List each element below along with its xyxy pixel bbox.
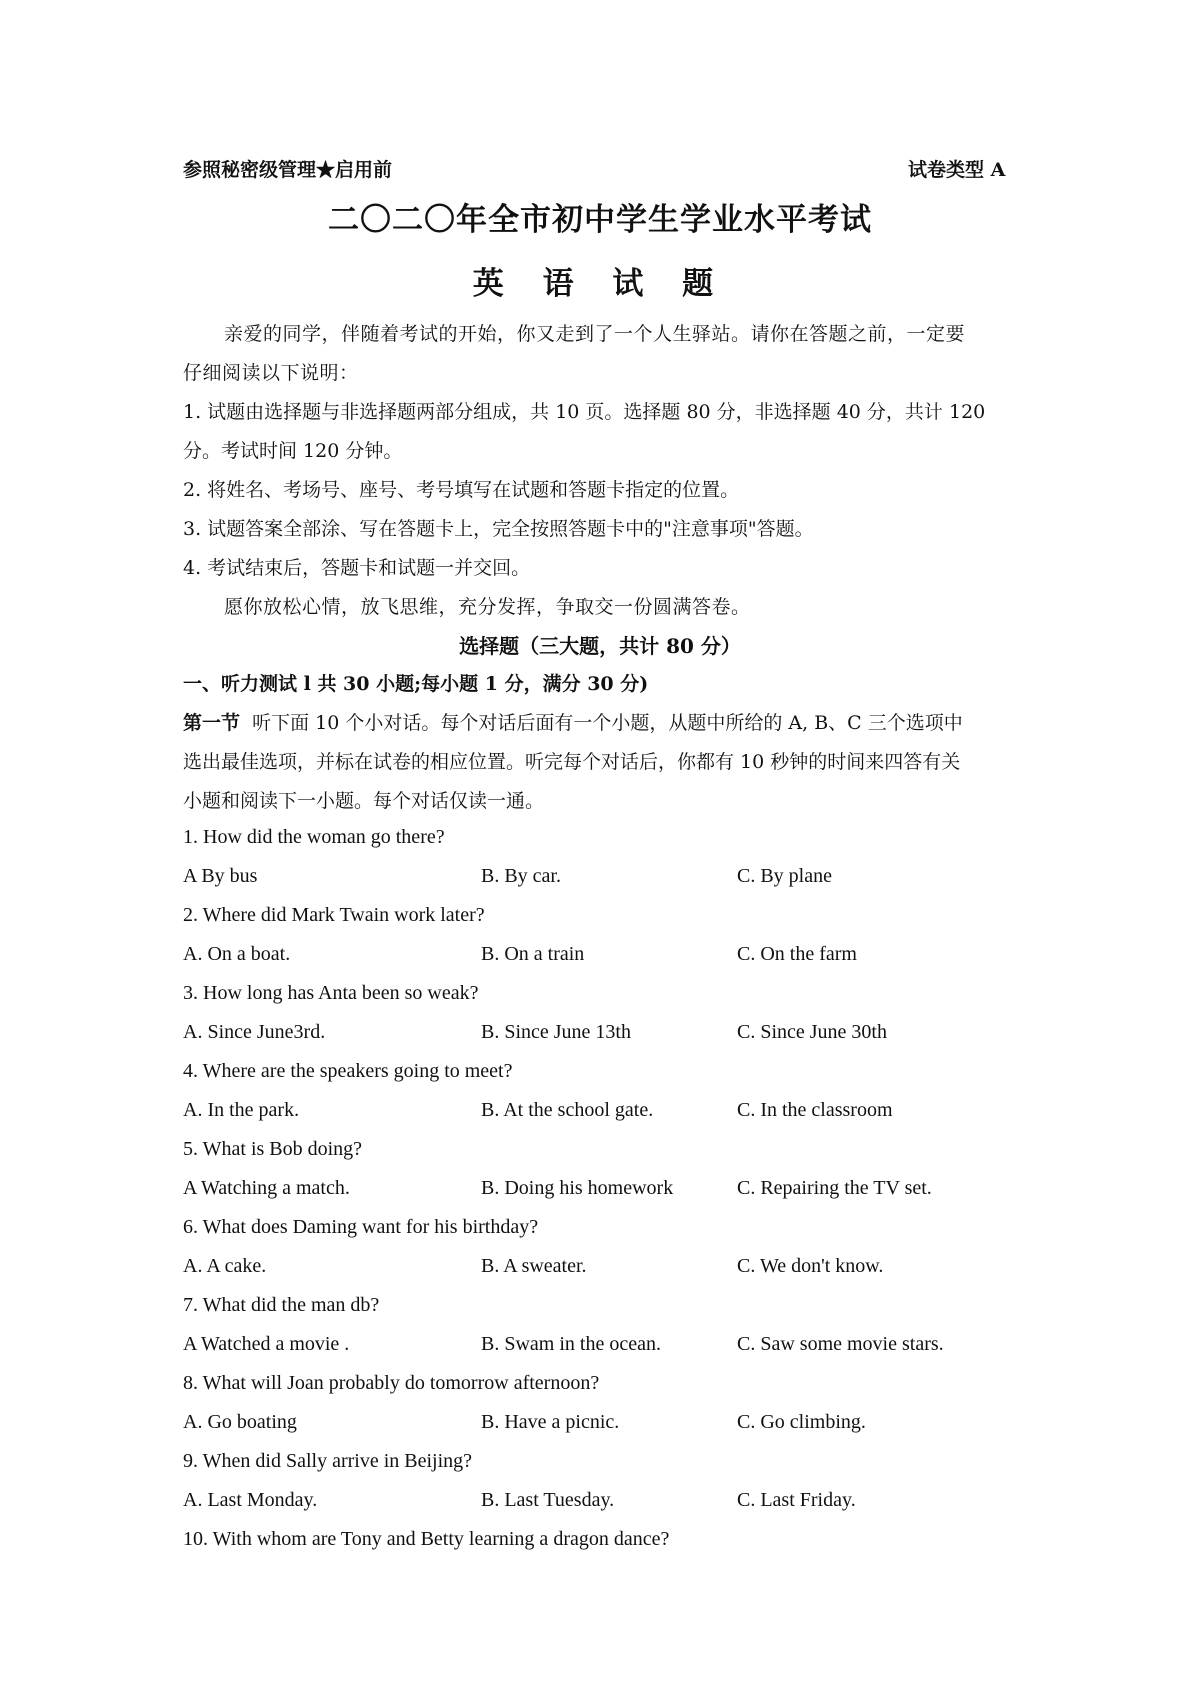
question-4-option-a: A. In the park. bbox=[183, 1099, 300, 1121]
question-2-option-b: B. On a train bbox=[481, 943, 585, 965]
question-7: 7. What did the man db? bbox=[183, 1294, 380, 1316]
rule-4: 4. 考试结束后，答题卡和试题一并交回。 bbox=[183, 557, 531, 579]
subject-title: 英 语 试 题 bbox=[472, 266, 728, 302]
rule-1-line-2: 分。考试时间 120 分钟。 bbox=[183, 440, 403, 462]
closing-wish: 愿你放松心情，放飞思维，充分发挥，争取交一份圆满答卷。 bbox=[224, 596, 751, 618]
question-4-option-b: B. At the school gate. bbox=[481, 1099, 654, 1121]
question-8-option-a: A. Go boating bbox=[183, 1411, 297, 1433]
part-1-instructions-line-2: 选出最佳选项，并标在试卷的相应位置。听完每个对话后，你都有 10 秒钟的时间来四答有关 bbox=[183, 751, 961, 773]
question-2: 2. Where did Mark Twain work later? bbox=[183, 904, 485, 926]
question-6: 6. What does Daming want for his birthday? bbox=[183, 1216, 539, 1238]
question-9-option-b: B. Last Tuesday. bbox=[481, 1489, 615, 1511]
part-1-title: 一、听力测试 l 共 30 小题;每小题 1 分，满分 30 分) bbox=[183, 673, 649, 695]
question-8: 8. What will Joan probably do tomorrow afternoon? bbox=[183, 1372, 600, 1394]
question-1-option-b: B. By car. bbox=[481, 865, 561, 887]
paper-type: 试卷类型 A bbox=[908, 159, 1006, 181]
exam-title: 二〇二〇年全市初中学生学业水平考试 bbox=[328, 202, 872, 238]
rule-3: 3. 试题答案全部涂、写在答题卡上，完全按照答题卡中的"注意事项"答题。 bbox=[183, 518, 814, 540]
question-5: 5. What is Bob doing? bbox=[183, 1138, 363, 1160]
question-8-option-c: C. Go climbing. bbox=[737, 1411, 866, 1433]
part-1-instructions-line-1 bbox=[183, 708, 963, 735]
question-8-option-b: B. Have a picnic. bbox=[481, 1411, 620, 1433]
intro-line-1: 亲爱的同学，伴随着考试的开始，你又走到了一个人生驿站。请你在答题之前，一定要 bbox=[224, 323, 966, 345]
question-7-option-a: A Watched a movie . bbox=[183, 1333, 350, 1355]
question-3: 3. How long has Anta been so weak? bbox=[183, 982, 479, 1004]
question-6-option-a: A. A cake. bbox=[183, 1255, 267, 1277]
question-3-option-b: B. Since June 13th bbox=[481, 1021, 631, 1043]
question-1: 1. How did the woman go there? bbox=[183, 826, 445, 848]
question-2-option-c: C. On the farm bbox=[737, 943, 857, 965]
question-4: 4. Where are the speakers going to meet? bbox=[183, 1060, 513, 1082]
question-6-option-b: B. A sweater. bbox=[481, 1255, 587, 1277]
instruction-text: 听下面 10 个小对话。每个对话后面有一个小题，从题中所给的 A, B、C 三个选项中 bbox=[252, 712, 963, 734]
question-7-option-c: C. Saw some movie stars. bbox=[737, 1333, 944, 1355]
question-6-option-c: C. We don't know. bbox=[737, 1255, 884, 1277]
question-5-option-c: C. Repairing the TV set. bbox=[737, 1177, 932, 1199]
section-label: 第一节 bbox=[183, 712, 241, 734]
question-3-option-a: A. Since June3rd. bbox=[183, 1021, 326, 1043]
question-9: 9. When did Sally arrive in Beijing? bbox=[183, 1450, 473, 1472]
question-1-option-c: C. By plane bbox=[737, 865, 832, 887]
intro-line-2: 仔细阅读以下说明： bbox=[183, 362, 359, 384]
section-title: 选择题（三大题，共计 80 分） bbox=[459, 634, 741, 658]
question-5-option-a: A Watching a match. bbox=[183, 1177, 350, 1199]
question-4-option-c: C. In the classroom bbox=[737, 1099, 893, 1121]
question-2-option-a: A. On a boat. bbox=[183, 943, 291, 965]
question-3-option-c: C. Since June 30th bbox=[737, 1021, 887, 1043]
question-9-option-a: A. Last Monday. bbox=[183, 1489, 318, 1511]
rule-1-line-1: 1. 试题由选择题与非选择题两部分组成，共 10 页。选择题 80 分，非选择题 40 分，共计 120 bbox=[183, 401, 986, 423]
question-9-option-c: C. Last Friday. bbox=[737, 1489, 856, 1511]
rule-2: 2. 将姓名、考场号、座号、考号填写在试题和答题卡指定的位置。 bbox=[183, 479, 740, 501]
confidential-notice: 参照秘密级管理★启用前 bbox=[183, 159, 393, 181]
question-1-option-a: A By bus bbox=[183, 865, 258, 887]
question-5-option-b: B. Doing his homework bbox=[481, 1177, 674, 1199]
question-10: 10. With whom are Tony and Betty learning a dragon dance? bbox=[183, 1528, 670, 1550]
part-1-instructions-line-3: 小题和阅读下一小题。每个对话仅读一通。 bbox=[183, 790, 545, 812]
question-7-option-b: B. Swam in the ocean. bbox=[481, 1333, 661, 1355]
